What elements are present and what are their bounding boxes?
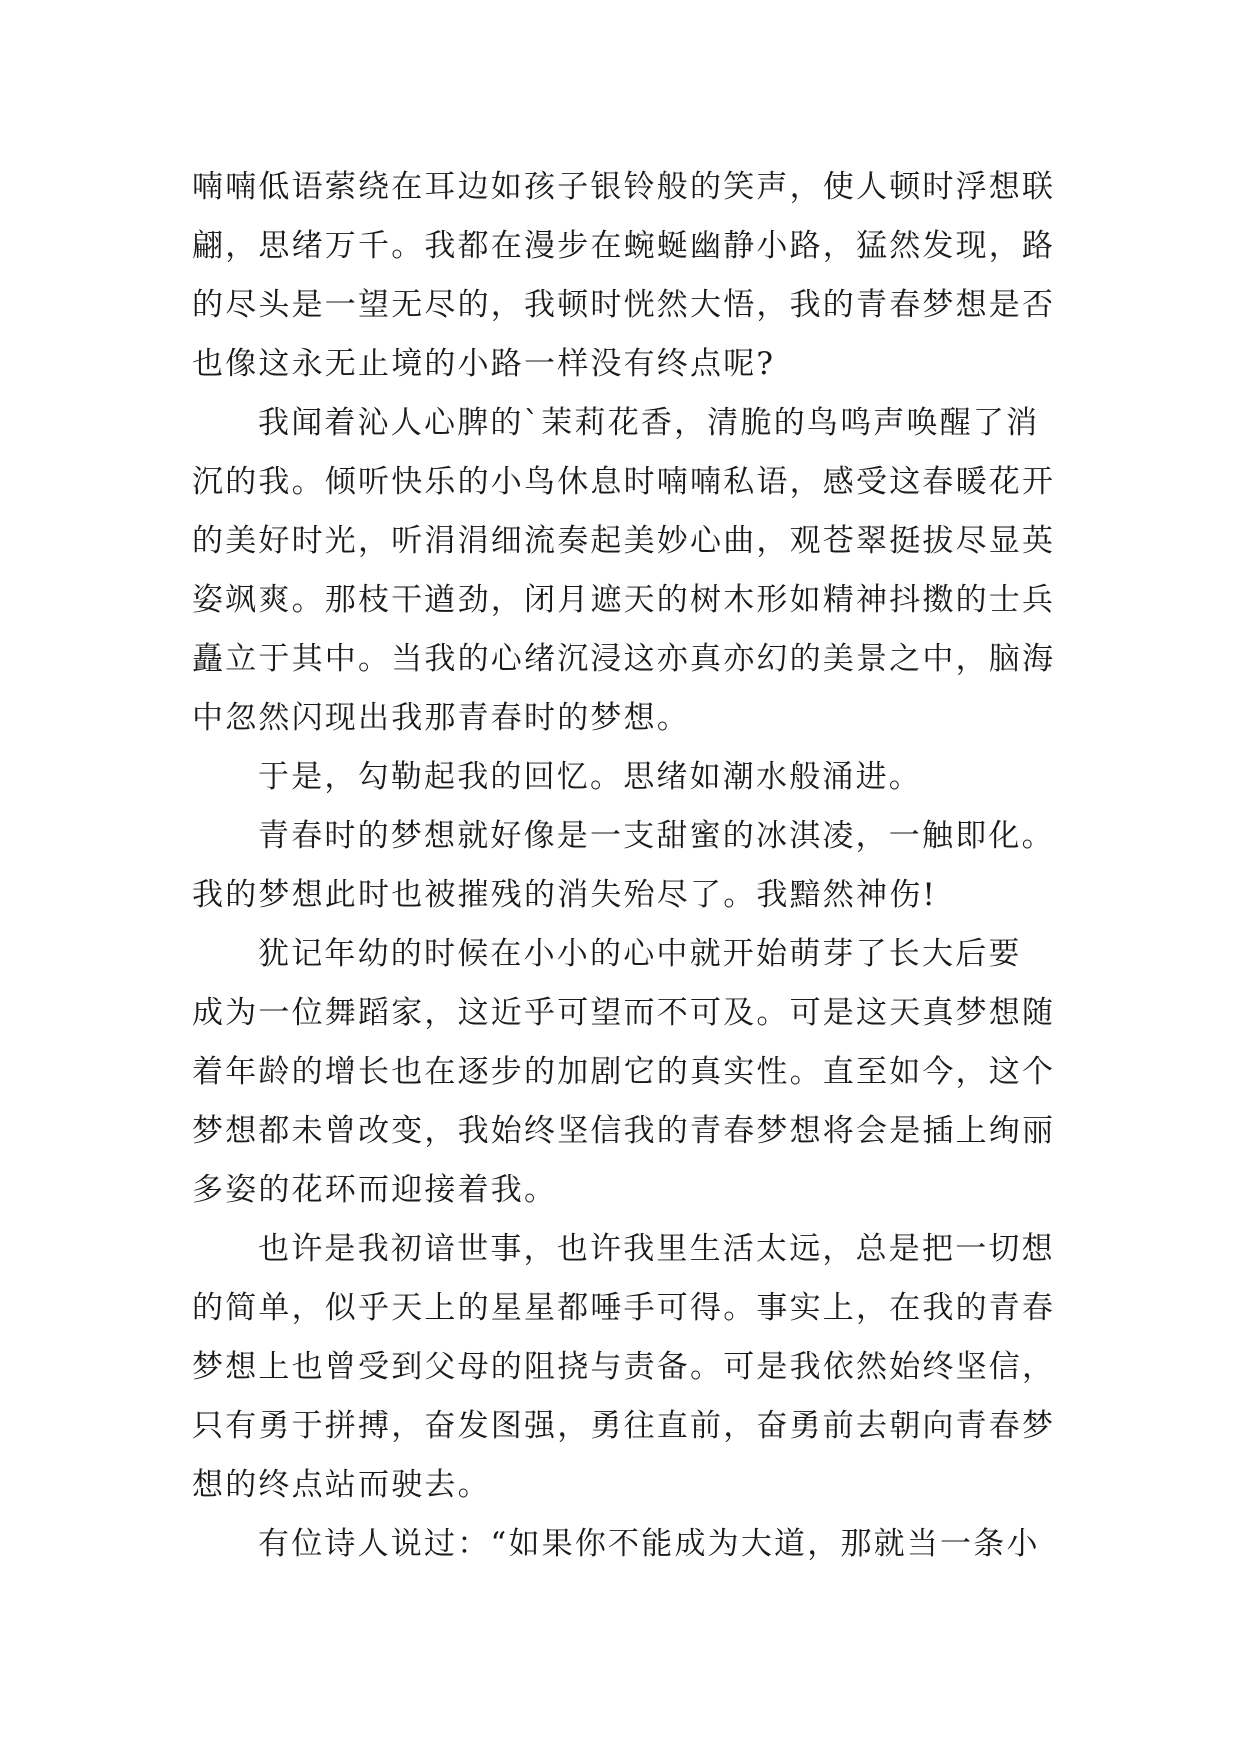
text-line: 翩，思绪万千。我都在漫步在蜿蜒幽静小路，猛然发现，路 [192, 228, 1056, 264]
paragraph [192, 925, 1056, 1220]
text-line: 犹记年幼的时候在小小的心中就开始萌芽了长大后要 [258, 936, 1022, 972]
text-line: 多姿的花环而迎接着我。 [192, 1172, 558, 1208]
paragraph [192, 1515, 1052, 1574]
article-body [192, 158, 1056, 1574]
paragraph [192, 807, 1055, 925]
text-line: 也许是我初谙世事，也许我里生活太远，总是把一切想 [258, 1231, 1055, 1267]
text-line: 只有勇于拼搏，奋发图强，勇往直前，奋勇前去朝向青春梦 [192, 1408, 1056, 1444]
text-line: 喃喃低语萦绕在耳边如孩子银铃般的笑声，使人顿时浮想联 [192, 169, 1056, 205]
text-line: 我的梦想此时也被摧残的消失殆尽了。我黯然神伤! [192, 877, 938, 913]
text-line: 着年龄的增长也在逐步的加剧它的真实性。直至如今，这个 [192, 1054, 1056, 1090]
paragraph [192, 394, 1056, 748]
text-line: 梦想都未曾改变，我始终坚信我的青春梦想将会是插上绚丽 [192, 1113, 1056, 1149]
text-line: 想的终点站而驶去。 [192, 1467, 491, 1503]
text-line: 中忽然闪现出我那青春时的梦想。 [192, 700, 690, 736]
text-line: 矗立于其中。当我的心绪沉浸这亦真亦幻的美景之中，脑海 [192, 641, 1056, 677]
text-line: 的美好时光，听涓涓细流奏起美妙心曲，观苍翠挺拔尽显英 [192, 523, 1056, 559]
paragraph [192, 158, 1056, 394]
text-line: 的简单，似乎天上的星星都唾手可得。事实上，在我的青春 [192, 1290, 1056, 1326]
text-line: 沉的我。倾听快乐的小鸟休息时喃喃私语，感受这春暖花开 [192, 464, 1056, 500]
text-line: 梦想上也曾受到父母的阻挠与责备。可是我依然始终坚信， [192, 1349, 1056, 1385]
text-line: 的尽头是一望无尽的，我顿时恍然大悟，我的青春梦想是否 [192, 287, 1056, 323]
text-line: 于是，勾勒起我的回忆。思绪如潮水般涌进。 [258, 759, 922, 795]
paragraph [192, 1220, 1056, 1515]
paragraph [192, 748, 1052, 807]
text-line: 成为一位舞蹈家，这近乎可望而不可及。可是这天真梦想随 [192, 995, 1056, 1031]
text-line: 有位诗人说过：“如果你不能成为大道，那就当一条小 [258, 1526, 1040, 1562]
text-line: 青春时的梦想就好像是一支甜蜜的冰淇凌，一触即化。 [258, 818, 1055, 854]
text-line: 也像这永无止境的小路一样没有终点呢? [192, 346, 776, 382]
text-line: 我闻着沁人心脾的`茉莉花香，清脆的鸟鸣声唤醒了消 [258, 405, 1040, 441]
text-line: 姿飒爽。那枝干遒劲，闭月遮天的树木形如精神抖擞的士兵 [192, 582, 1056, 618]
